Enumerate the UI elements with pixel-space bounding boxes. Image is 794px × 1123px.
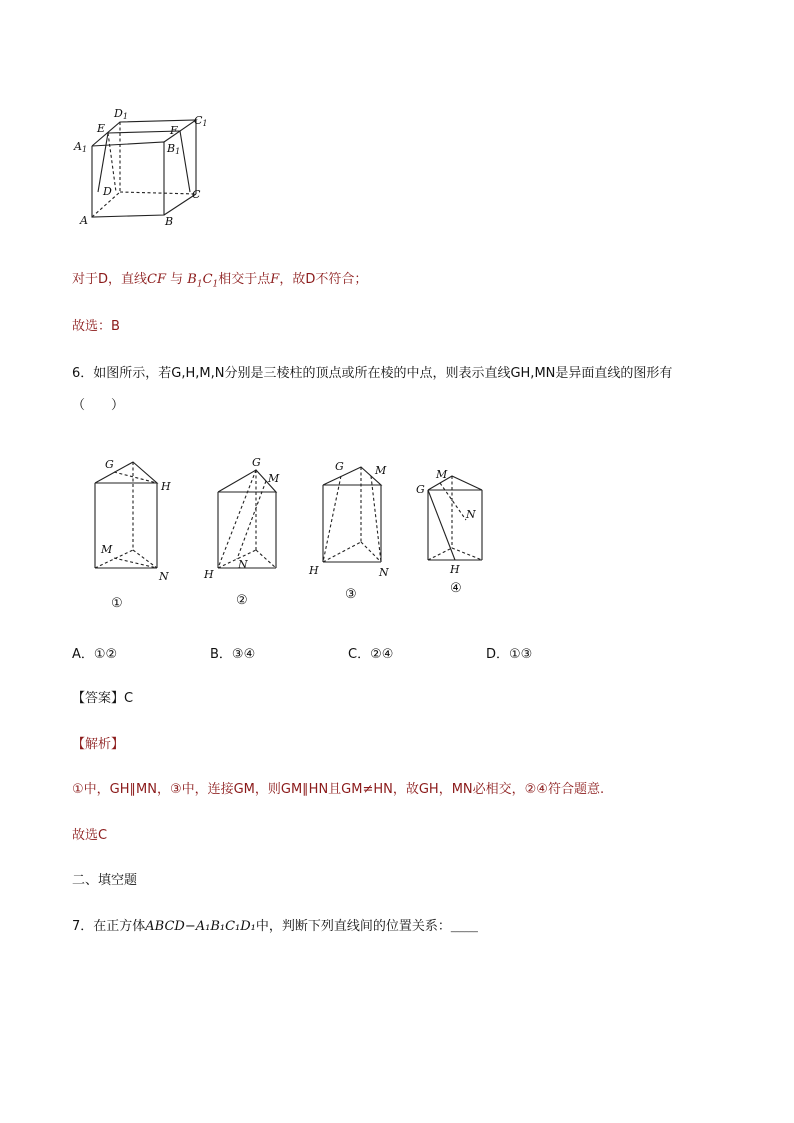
cube-figure: [70, 100, 220, 235]
answer-blank[interactable]: ______: [450, 923, 478, 933]
fig2-label-m: M: [268, 472, 280, 485]
label-e: E: [97, 122, 106, 135]
fig3-label-m: M: [375, 464, 387, 477]
prism-figure-4: [410, 460, 495, 605]
fig1-label-g: G: [105, 458, 114, 471]
label-b: B: [165, 215, 174, 228]
fig3-label-n: N: [379, 566, 389, 579]
q6-select: 故选C: [72, 828, 108, 843]
label-a1: A: [74, 140, 82, 153]
fig1-caption: ①: [111, 596, 123, 611]
line-ed: [98, 133, 108, 192]
q6-analysis: ①中，GH∥MN，③中，连接GM，则GM∥HN且GM≠HN，故GH，MN必相交，②④符合题意.: [72, 782, 605, 797]
q7-stem: 7．在正方体ABCD−A₁B₁C₁D₁中，判断下列直线间的位置关系：______: [72, 919, 478, 934]
label-c: C: [192, 188, 201, 201]
fig4-label-h: H: [450, 563, 460, 576]
svg-text:C1: C1: [194, 114, 208, 128]
q6-paren: （ ）: [72, 398, 125, 413]
q6-stem: 6．如图所示，若G,H,M,N分别是三棱柱的顶点或所在棱的中点，则表示直线GH,MN是异面直线的图形有: [72, 366, 673, 381]
fig2-label-g: G: [252, 456, 261, 469]
math-cube: ABCD−A₁B₁C₁D₁: [145, 919, 256, 934]
label-b1: B: [167, 142, 176, 155]
hidden-dc: [120, 192, 196, 194]
choice-d[interactable]: D．①③: [486, 647, 533, 662]
cube-front-face: [92, 142, 164, 217]
fig4-label-g: G: [416, 483, 425, 496]
fig2-label-h: H: [204, 568, 214, 581]
fig4-label-m: M: [436, 468, 448, 481]
fig1-label-n: N: [159, 570, 169, 583]
fig2-caption: ②: [236, 593, 248, 608]
choice-b[interactable]: B．③④: [210, 647, 256, 662]
math-cf: CF: [147, 272, 166, 287]
q6-answer: 【答案】C: [72, 691, 134, 706]
choice-a[interactable]: A．①②: [72, 647, 118, 662]
svg-text:D1: D1: [114, 107, 128, 121]
fig3-label-g: G: [335, 460, 344, 473]
label-f: F: [170, 124, 178, 137]
q6-analysis-heading: 【解析】: [72, 737, 125, 752]
fig4-label-n: N: [466, 508, 476, 521]
math-b1c1: $B_1C_1$: [187, 272, 219, 290]
math-f: F: [270, 272, 280, 287]
label-d: D: [103, 185, 112, 198]
hidden-de: [108, 133, 116, 192]
prism-figure-2: [200, 452, 295, 612]
prism-figure-3: [305, 452, 400, 607]
fig3-caption: ③: [345, 587, 357, 602]
fig4-caption: ④: [450, 581, 462, 596]
section-heading: 二、填空题: [72, 873, 138, 888]
label-d1: D: [114, 107, 123, 120]
choice-c[interactable]: C．②④: [348, 647, 394, 662]
fig3-label-h: H: [309, 564, 319, 577]
fig1-label-m: M: [101, 543, 113, 556]
svg-text:A1: A1: [74, 140, 88, 154]
fig2-label-n: N: [238, 558, 248, 571]
line-fc: [180, 131, 190, 192]
fig1-label-h: H: [161, 480, 171, 493]
prism-figure-1: [85, 450, 185, 615]
svg-text:B1: B1: [167, 142, 181, 156]
q5-option-d-analysis: 对于D，直线CF 与 $B_1C_1$相交于点F，故D不符合；: [72, 272, 368, 290]
label-c1: C: [194, 114, 203, 127]
label-a: A: [80, 214, 88, 227]
q5-select: 故选：B: [72, 319, 120, 334]
